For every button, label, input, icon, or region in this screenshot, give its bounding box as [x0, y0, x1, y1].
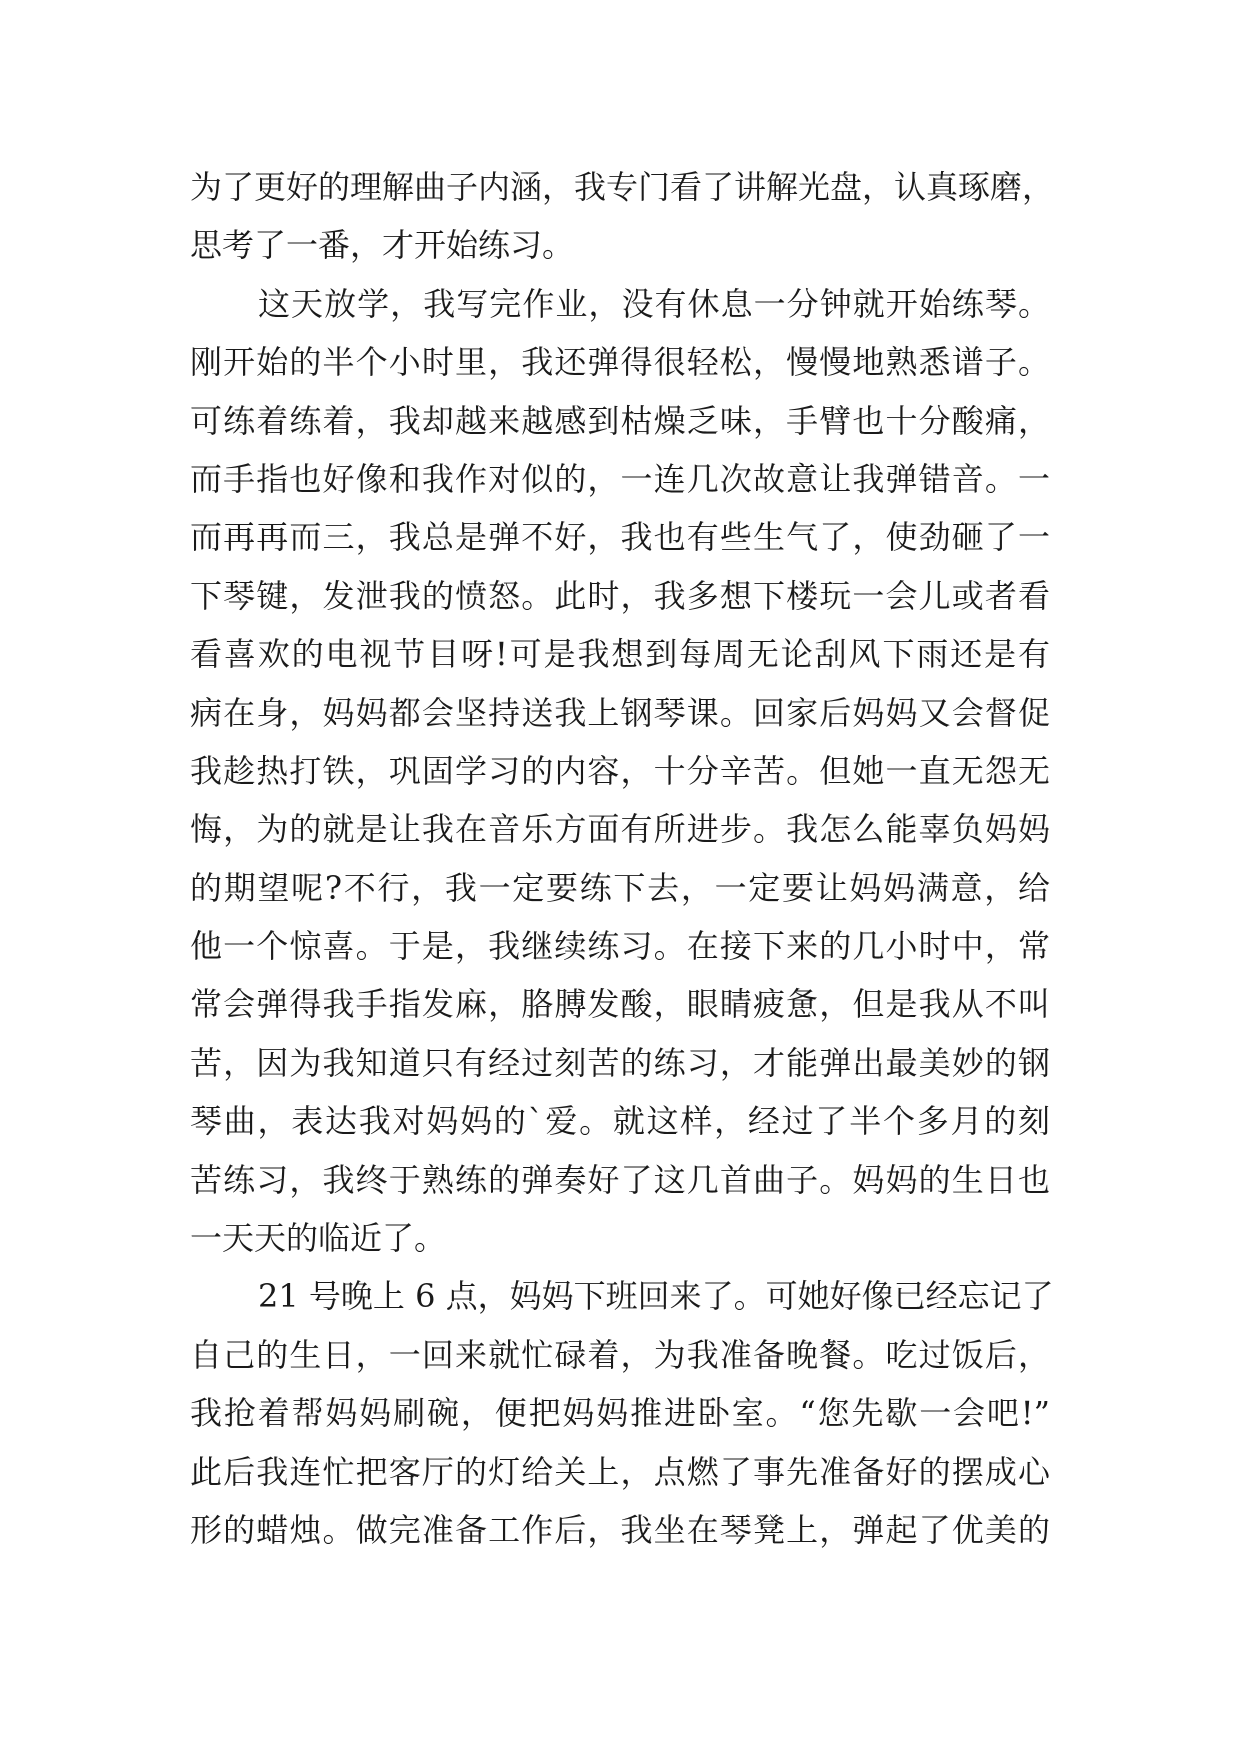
body-text — [190, 158, 1055, 1559]
text-line: 看喜欢的电视节目呀!可是我想到每周无论刮风下雨还是有 — [190, 635, 1050, 674]
text-line: 琴曲，表达我对妈妈的`爱。就这样，经过了半个多月的刻 — [190, 1102, 1050, 1141]
text-line: 思考了一番，才开始练习。 — [190, 226, 575, 265]
text-line: 一天天的临近了。 — [190, 1219, 447, 1258]
text-line: 我抢着帮妈妈刷碗，便把妈妈推进卧室。“您先歇一会吧!” — [190, 1394, 1050, 1433]
text-line: 可练着练着，我却越来越感到枯燥乏味，手臂也十分酸痛， — [190, 401, 1050, 440]
text-line: 悔，为的就是让我在音乐方面有所进步。我怎么能辜负妈妈 — [190, 810, 1050, 849]
text-line: 为了更好的理解曲子内涵，我专门看了讲解光盘，认真琢磨， — [190, 168, 1055, 206]
text-line: 自己的生日，一回来就忙碌着，为我准备晚餐。吃过饭后， — [190, 1335, 1050, 1374]
paragraph-start-line: 21 号晚上 6 点，妈妈下班回来了。可她好像已经忘记了 — [258, 1277, 1054, 1316]
text-line: 常会弹得我手指发麻，胳膊发酸，眼睛疲惫，但是我从不叫 — [190, 985, 1050, 1024]
text-line: 苦，因为我知道只有经过刻苦的练习，才能弹出最美妙的钢 — [190, 1043, 1050, 1082]
text-line: 我趁热打铁，巩固学习的内容，十分辛苦。但她一直无怨无 — [190, 751, 1050, 790]
text-line: 刚开始的半个小时里，我还弹得很轻松，慢慢地熟悉谱子。 — [190, 343, 1050, 382]
text-line: 苦练习，我终于熟练的弹奏好了这几首曲子。妈妈的生日也 — [190, 1160, 1050, 1199]
text-line: 而再再而三，我总是弹不好，我也有些生气了，使劲砸了一 — [190, 518, 1050, 557]
text-line: 此后我连忙把客厅的灯给关上，点燃了事先准备好的摆成心 — [190, 1452, 1050, 1491]
text-line: 的期望呢?不行，我一定要练下去，一定要让妈妈满意，给 — [190, 868, 1050, 907]
text-line: 而手指也好像和我作对似的，一连几次故意让我弹错音。一 — [190, 459, 1050, 498]
text-line: 他一个惊喜。于是，我继续练习。在接下来的几小时中，常 — [190, 927, 1050, 966]
paragraph-start-line: 这天放学，我写完作业，没有休息一分钟就开始练琴。 — [258, 284, 1050, 323]
text-line: 病在身，妈妈都会坚持送我上钢琴课。回家后妈妈又会督促 — [190, 693, 1050, 732]
text-line: 下琴键，发泄我的愤怒。此时，我多想下楼玩一会儿或者看 — [190, 576, 1050, 615]
text-line: 形的蜡烛。做完准备工作后，我坐在琴凳上，弹起了优美的 — [190, 1510, 1050, 1549]
